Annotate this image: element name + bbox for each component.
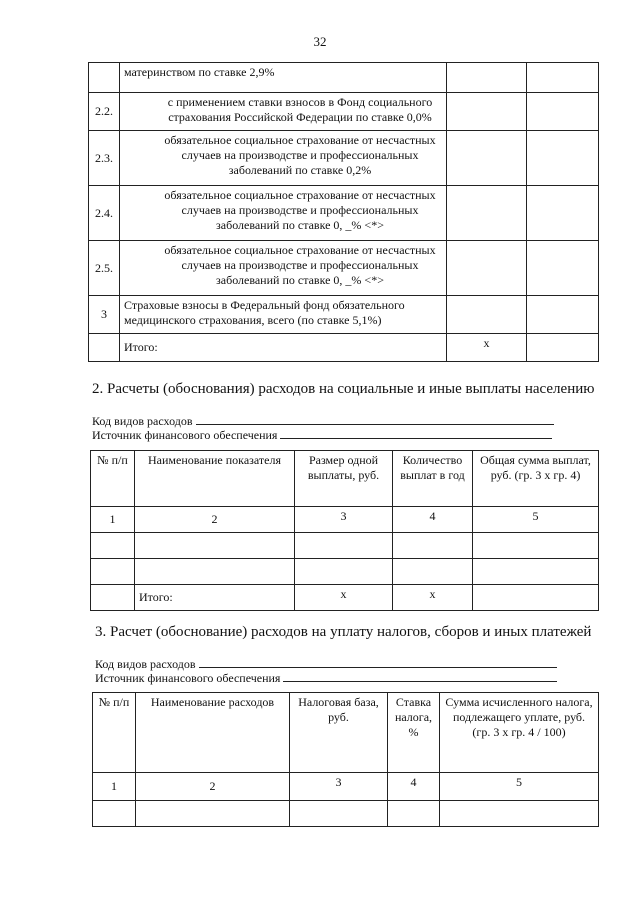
row-number: 2.3. (89, 131, 120, 186)
col-number: 1 (91, 507, 135, 533)
value-cell (527, 63, 599, 93)
empty-cell (91, 585, 135, 611)
row-text-content: с применением ставки взносов в Фонд социального страхования Российской Федерации по ставке 0,0% (167, 95, 433, 124)
row-text (120, 186, 447, 241)
col-header: Наименование показателя (135, 451, 295, 507)
empty-cell (135, 559, 295, 585)
code-blank-line[interactable] (196, 413, 554, 425)
col-header: Сумма исчисленного налога, подлежащего уплате, руб. (гр. 3 х гр. 4 / 100) (440, 693, 599, 773)
source-blank-line[interactable] (283, 670, 557, 682)
source-label: Источник финансового обеспечения (92, 428, 278, 442)
row-text-content: обязательное социальное страхование от несчастных случаев на производстве и профессиональных заболеваний по ставке 0,2% (164, 133, 436, 177)
col-number: 2 (135, 507, 295, 533)
table-row (89, 296, 599, 334)
total-x-mark: x (447, 334, 527, 362)
empty-cell (295, 533, 393, 559)
value-cell (527, 131, 599, 186)
code-blank-line[interactable] (199, 656, 557, 668)
row-number (89, 63, 120, 93)
total-row (91, 585, 599, 611)
row-number (89, 334, 120, 362)
row-number: 2.4. (89, 186, 120, 241)
empty-cell (135, 533, 295, 559)
empty-cell (295, 559, 393, 585)
col-header: № п/п (91, 451, 135, 507)
col-number: 5 (440, 773, 599, 801)
source-label: Источник финансового обеспечения (95, 671, 281, 685)
empty-cell (393, 533, 473, 559)
empty-cell (93, 801, 136, 827)
col-header: Количество выплат в год (393, 451, 473, 507)
taxes-table (92, 692, 599, 827)
col-header: Наименование расходов (136, 693, 290, 773)
row-number: 3 (89, 296, 120, 334)
table-row (89, 241, 599, 296)
table-row (89, 131, 599, 186)
row-number: 2.5. (89, 241, 120, 296)
table-row (89, 63, 599, 93)
page-number: 32 (313, 34, 327, 49)
value-cell (447, 241, 527, 296)
section2-title: 2. Расчеты (обоснования) расходов на социальные и иные выплаты населению (92, 381, 595, 397)
table-row (89, 93, 599, 131)
table-row (93, 801, 599, 827)
row-text: материнством по ставке 2,9% (120, 63, 447, 93)
row-text-content: обязательное социальное страхование от несчастных случаев на производстве и профессиональных заболеваний по ставке 0, _% <*> (164, 243, 436, 287)
column-number-row (93, 773, 599, 801)
value-cell (527, 186, 599, 241)
code-label: Код видов расходов (92, 414, 193, 428)
section3-title: 3. Расчет (обоснование) расходов на уплату налогов, сборов и иных платежей (95, 624, 592, 640)
header-row (93, 693, 599, 773)
row-text-content: обязательное социальное страхование от несчастных случаев на производстве и профессиональных заболеваний по ставке 0, _% <*> (164, 188, 436, 232)
value-cell (527, 296, 599, 334)
col-number: 5 (473, 507, 599, 533)
table-row (89, 186, 599, 241)
section3-source-field (95, 670, 557, 686)
total-x-mark: x (393, 585, 473, 611)
empty-cell (393, 559, 473, 585)
row-text (120, 93, 447, 131)
table-row (91, 533, 599, 559)
col-number: 4 (388, 773, 440, 801)
col-header: Ставка налога, % (388, 693, 440, 773)
total-x-mark: x (295, 585, 393, 611)
value-cell (447, 186, 527, 241)
value-cell (527, 334, 599, 362)
empty-cell (136, 801, 290, 827)
value-cell (527, 241, 599, 296)
col-number: 1 (93, 773, 136, 801)
row-text (120, 241, 447, 296)
empty-cell (388, 801, 440, 827)
empty-cell (91, 533, 135, 559)
value-cell (447, 296, 527, 334)
empty-cell (91, 559, 135, 585)
insurance-contributions-table (88, 62, 599, 362)
col-number: 3 (290, 773, 388, 801)
empty-cell (440, 801, 599, 827)
social-payments-table (90, 450, 599, 611)
source-blank-line[interactable] (280, 427, 552, 439)
value-cell (527, 93, 599, 131)
row-text: Страховые взносы в Федеральный фонд обязательного медицинского страхования, всего (по ставке 5,1%) (120, 296, 447, 334)
header-row (91, 451, 599, 507)
empty-cell (473, 559, 599, 585)
empty-cell (473, 585, 599, 611)
col-number: 3 (295, 507, 393, 533)
col-header: Налоговая база, руб. (290, 693, 388, 773)
value-cell (447, 63, 527, 93)
code-label: Код видов расходов (95, 657, 196, 671)
empty-cell (473, 533, 599, 559)
column-number-row (91, 507, 599, 533)
value-cell (447, 93, 527, 131)
table-row (91, 559, 599, 585)
col-number: 4 (393, 507, 473, 533)
col-header: Размер одной выплаты, руб. (295, 451, 393, 507)
row-text (120, 131, 447, 186)
col-header: Общая сумма выплат, руб. (гр. 3 х гр. 4) (473, 451, 599, 507)
col-header: № п/п (93, 693, 136, 773)
value-cell (447, 131, 527, 186)
row-number: 2.2. (89, 93, 120, 131)
empty-cell (290, 801, 388, 827)
total-label: Итого: (120, 334, 447, 362)
col-number: 2 (136, 773, 290, 801)
total-row (89, 334, 599, 362)
section2-source-field (92, 427, 552, 443)
total-label: Итого: (135, 585, 295, 611)
